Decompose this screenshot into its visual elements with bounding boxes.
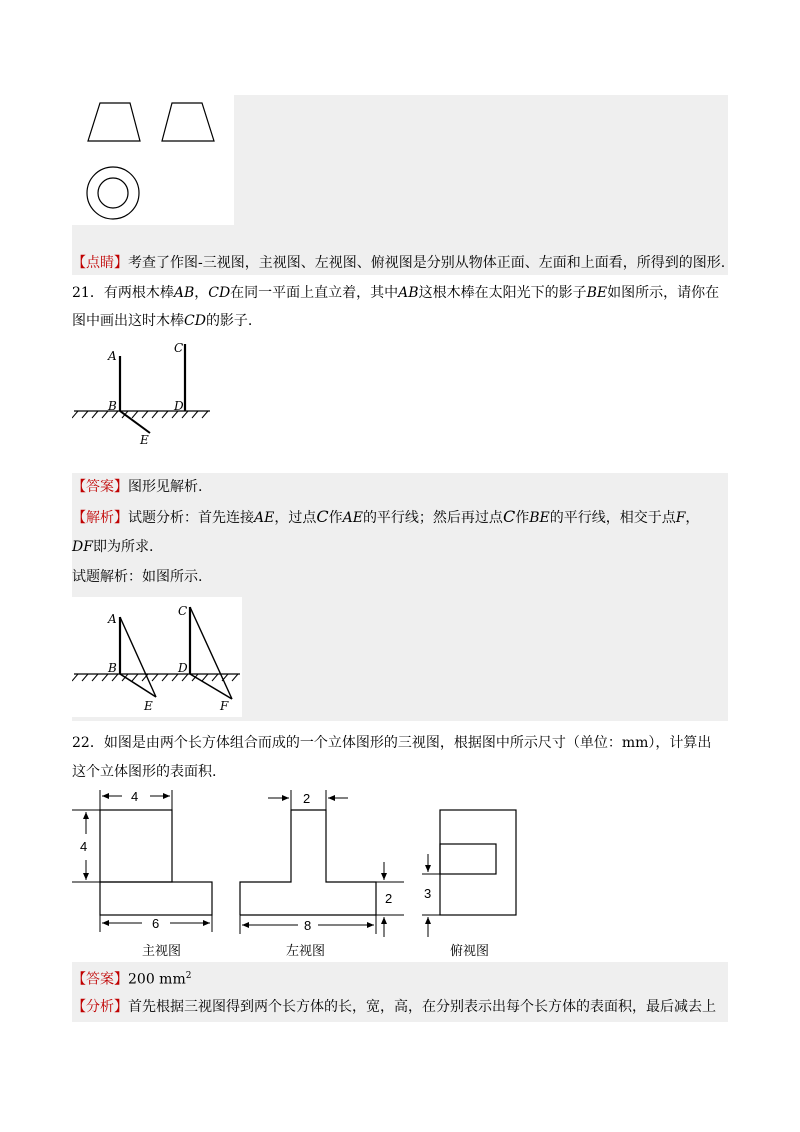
q22-figure bbox=[72, 782, 542, 964]
question-number: 21． bbox=[72, 285, 104, 301]
text: 的影子. bbox=[205, 313, 253, 329]
q22-analysis bbox=[72, 997, 716, 1017]
q21-figure-1 bbox=[72, 338, 212, 448]
text: 试题分析：首先连接 bbox=[128, 510, 254, 526]
label-e: E bbox=[144, 699, 153, 713]
top-view-inner-circle bbox=[98, 178, 128, 208]
answer-tag: 【答案】 bbox=[72, 971, 128, 988]
front-view bbox=[100, 810, 212, 915]
q20-figure bbox=[72, 95, 234, 225]
solution-text: 试题解析：如图所示. bbox=[72, 569, 203, 585]
q21-solution bbox=[72, 567, 202, 587]
top-view bbox=[440, 810, 516, 915]
math-f: F bbox=[675, 510, 686, 526]
math-ae: AE bbox=[342, 510, 363, 526]
text: ， bbox=[685, 510, 700, 526]
label-c: C bbox=[174, 341, 184, 355]
label-d: D bbox=[174, 399, 184, 413]
text: 在同一平面上直立着，其中 bbox=[230, 285, 399, 301]
analysis-tag: 【解析】 bbox=[72, 510, 128, 526]
label-d: D bbox=[178, 661, 188, 675]
dim-front-width-6: 6 bbox=[152, 916, 160, 931]
sticks-shadow-figure bbox=[72, 338, 212, 448]
dim-front-height-4: 4 bbox=[80, 839, 88, 854]
caption-left-view: 左视图 bbox=[286, 944, 326, 959]
math-ae: AE bbox=[254, 510, 275, 526]
q21-question-line2 bbox=[72, 311, 252, 331]
top-view-outer-circle bbox=[87, 167, 139, 219]
dim-left-height-2: 2 bbox=[385, 891, 393, 906]
analysis-text: 首先根据三视图得到两个长方体的长，宽，高，在分别表示出每个长方体的表面积，最后减去上 bbox=[128, 999, 716, 1015]
math-cd: CD bbox=[208, 285, 231, 301]
q21-analysis-line2 bbox=[72, 537, 153, 557]
dim-top-height-3: 3 bbox=[424, 886, 432, 901]
text: 有两根木棒 bbox=[103, 285, 174, 301]
math-c: C bbox=[316, 507, 329, 526]
text: 作 bbox=[515, 510, 530, 526]
q22-answer bbox=[72, 966, 191, 990]
math-be: BE bbox=[586, 285, 608, 301]
q20-dianjing bbox=[72, 253, 725, 273]
three-view-dimension-figure bbox=[72, 782, 542, 964]
math-ab: AB bbox=[173, 285, 195, 301]
side-view-trapezoid bbox=[162, 103, 214, 141]
label-a: A bbox=[108, 612, 117, 626]
label-c: C bbox=[178, 604, 188, 618]
label-e: E bbox=[140, 433, 149, 447]
label-f: F bbox=[220, 699, 229, 713]
ray-cf bbox=[190, 607, 232, 699]
label-b: B bbox=[108, 661, 117, 675]
math-c: C bbox=[502, 507, 516, 526]
ground-hatching bbox=[72, 674, 238, 681]
text: 的平行线；然后再过点 bbox=[362, 510, 503, 526]
dim-front-width-4: 4 bbox=[131, 789, 139, 804]
text: 作 bbox=[328, 510, 343, 526]
text: 即为所求. bbox=[92, 539, 154, 555]
left-view bbox=[240, 810, 376, 915]
q21-question-line1 bbox=[72, 283, 719, 303]
front-view-trapezoid bbox=[88, 103, 140, 141]
question-number: 22． bbox=[72, 735, 104, 751]
analysis-tag: 【分析】 bbox=[72, 999, 128, 1015]
text: 如图是由两个长方体组合而成的一个立体图形的三视图，根据图中所示尺寸（单位：mm），计算出 bbox=[103, 735, 712, 751]
dim-left-width-8: 8 bbox=[304, 918, 312, 933]
answer-text: 图形见解析. bbox=[128, 479, 203, 495]
text: 这根木棒在太阳光下的影子 bbox=[418, 285, 587, 301]
ground-hatching bbox=[72, 411, 208, 418]
text: 的平行线，相交于点 bbox=[549, 510, 676, 526]
q21-analysis-line1 bbox=[72, 507, 699, 528]
front-view-dimensions bbox=[72, 790, 212, 932]
q21-figure-2 bbox=[72, 597, 242, 717]
q22-question-line2 bbox=[72, 762, 216, 782]
math-cd: CD bbox=[184, 313, 206, 329]
dianjing-text: 考查了作图-三视图，主视图、左视图、俯视图是分别从物体正面、左面和上面看，所得到的图形. bbox=[128, 255, 726, 271]
q21-answer bbox=[72, 477, 202, 497]
q22-question-line1 bbox=[72, 733, 711, 753]
answer-value: 200 mm bbox=[128, 971, 186, 988]
text: ， bbox=[194, 285, 209, 301]
math-df: DF bbox=[72, 539, 93, 555]
caption-front-view: 主视图 bbox=[142, 944, 182, 959]
dianjing-tag: 【点睛】 bbox=[72, 255, 128, 271]
label-a: A bbox=[108, 349, 117, 363]
answer-unit-sup: 2 bbox=[185, 971, 192, 981]
dim-left-width-2: 2 bbox=[303, 791, 311, 806]
caption-top-view: 俯视图 bbox=[450, 944, 490, 959]
math-be: BE bbox=[529, 510, 550, 526]
text: ，过点 bbox=[274, 510, 317, 526]
label-b: B bbox=[108, 399, 117, 413]
text: 如图所示，请你在 bbox=[607, 285, 720, 301]
text: 图中画出这时木棒 bbox=[72, 313, 184, 329]
text: 这个立体图形的表面积. bbox=[72, 764, 217, 780]
answer-tag: 【答案】 bbox=[72, 479, 128, 495]
math-ab: AB bbox=[398, 285, 419, 301]
sticks-solution-figure bbox=[72, 597, 242, 717]
three-view-figure bbox=[72, 95, 234, 225]
